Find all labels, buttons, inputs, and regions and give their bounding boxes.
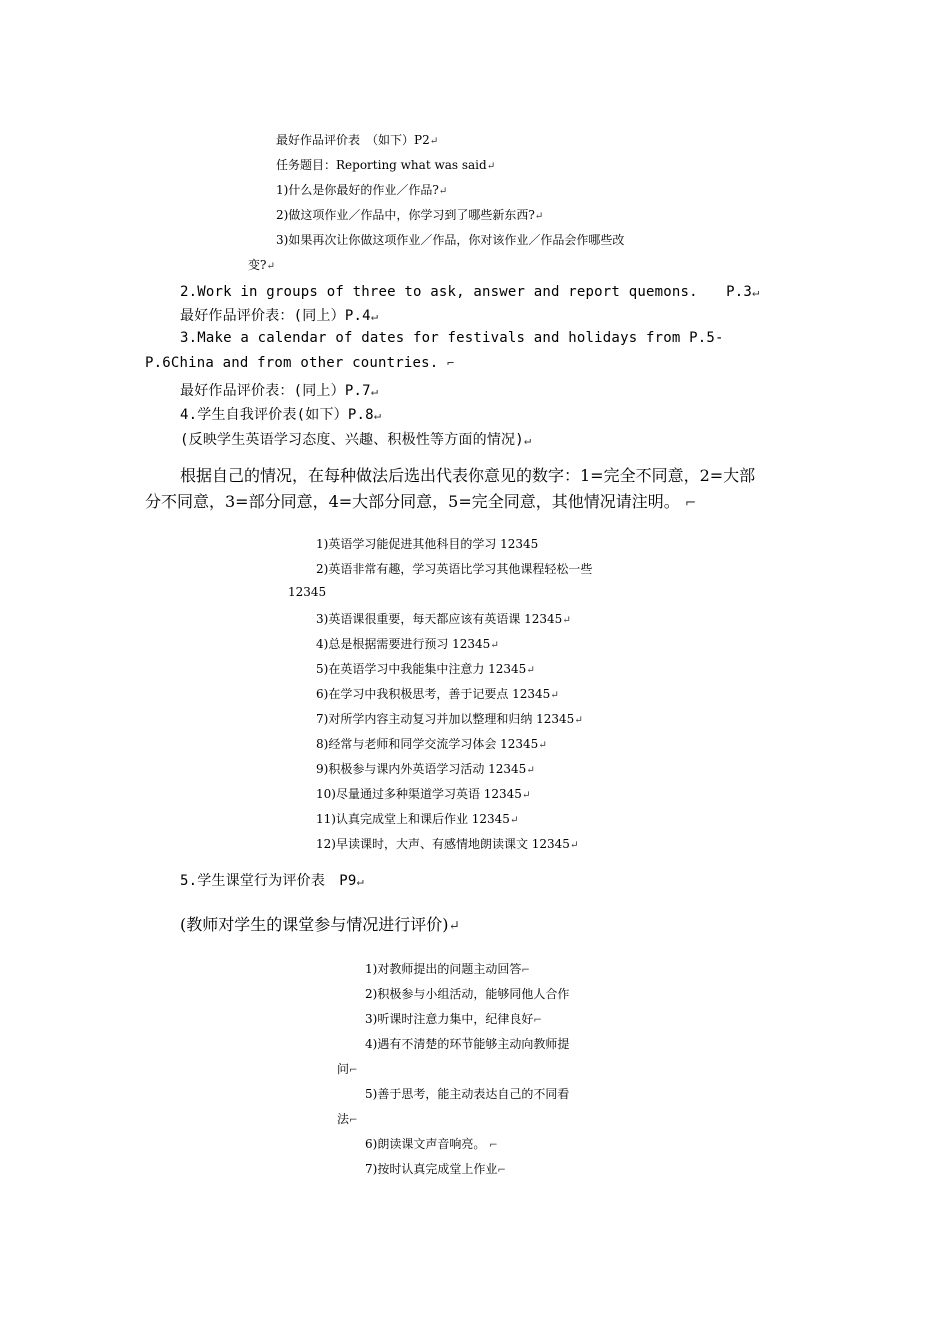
behavior-item: 3)听课时注意力集中，纪律良好⌐ xyxy=(365,1012,542,1026)
behavior-item: 6)朗读课文声音响亮。 ⌐ xyxy=(365,1137,498,1151)
item-4: 4.学生自我评价表(如下）P.8↵ xyxy=(180,407,382,423)
self-eval-item: 2)英语非常有趣，学习英语比学习其他课程轻松一些 xyxy=(316,562,593,576)
item-3-eval: 最好作品评价表：(同上）P.7↵ xyxy=(180,383,379,399)
self-eval-item: 12345 xyxy=(288,585,327,599)
self-eval-item: 8)经常与老师和同学交流学习体会 12345↵ xyxy=(316,737,547,751)
item-3-line-1: 3.Make a calendar of dates for festivals and holidays from P.5- xyxy=(180,330,724,346)
self-eval-item: 9)积极参与课内外英语学习活动 12345↵ xyxy=(316,762,535,776)
item-4-note: (反映学生英语学习态度、兴趣、积极性等方面的情况)↵ xyxy=(180,432,532,448)
behavior-item: 4)遇有不清楚的环节能够主动向教师提 xyxy=(365,1037,570,1051)
self-eval-item: 3)英语课很重要，每天都应该有英语课 12345↵ xyxy=(316,612,571,626)
item-5: 5.学生课堂行为评价表 P9↵ xyxy=(180,873,364,889)
self-eval-item: 5)在英语学习中我能集中注意力 12345↵ xyxy=(316,662,535,676)
self-eval-item: 12)早读课时，大声、有感情地朗读课文 12345↵ xyxy=(316,837,579,851)
item-2: 2.Work in groups of three to ask, answer and report quemons. P.3↵ xyxy=(180,284,760,300)
self-eval-item: 11)认真完成堂上和课后作业 12345↵ xyxy=(316,812,519,826)
self-eval-item: 1)英语学习能促进其他科目的学习 12345 xyxy=(316,537,539,551)
instruction-line-2: 分不同意，3=部分同意，4=大部分同意，5=完全同意，其他情况请注明。 ⌐ xyxy=(145,492,697,511)
best-work-header: 最好作品评价表 （如下）P2↵ xyxy=(276,133,439,147)
item-2-eval: 最好作品评价表：(同上）P.4↵ xyxy=(180,308,379,324)
instruction-line-1: 根据自己的情况，在每种做法后选出代表你意见的数字：1=完全不同意，2=大部 xyxy=(180,466,756,485)
behavior-item: 2)积极参与小组活动，能够同他人合作 xyxy=(365,987,570,1001)
task-title: 任务题目：Reporting what was said↵ xyxy=(276,158,496,172)
behavior-item: 1)对教师提出的问题主动回答⌐ xyxy=(365,962,530,976)
item-3-line-2: P.6China and from other countries. ⌐ xyxy=(145,355,455,371)
question-2: 2)做这项作业／作品中，你学习到了哪些新东西?↵ xyxy=(276,208,544,222)
self-eval-item: 10)尽量通过多种渠道学习英语 12345↵ xyxy=(316,787,531,801)
question-1: 1)什么是你最好的作业／作品?↵ xyxy=(276,183,448,197)
behavior-item: 7)按时认真完成堂上作业⌐ xyxy=(365,1162,506,1176)
behavior-item: 5)善于思考，能主动表达自己的不同看 xyxy=(365,1087,570,1101)
behavior-item: 法⌐ xyxy=(337,1112,358,1126)
behavior-item: 问⌐ xyxy=(337,1062,358,1076)
item-5-note: (教师对学生的课堂参与情况进行评价)↵ xyxy=(180,915,460,934)
self-eval-item: 6)在学习中我积极思考，善于记要点 12345↵ xyxy=(316,687,559,701)
self-eval-item: 4)总是根据需要进行预习 12345↵ xyxy=(316,637,499,651)
self-eval-item: 7)对所学内容主动复习并加以整理和归纳 12345↵ xyxy=(316,712,583,726)
question-3-line-1: 3)如果再次让你做这项作业／作品，你对该作业／作品会作哪些改 xyxy=(276,233,625,247)
question-3-line-2: 变?↵ xyxy=(248,258,275,272)
